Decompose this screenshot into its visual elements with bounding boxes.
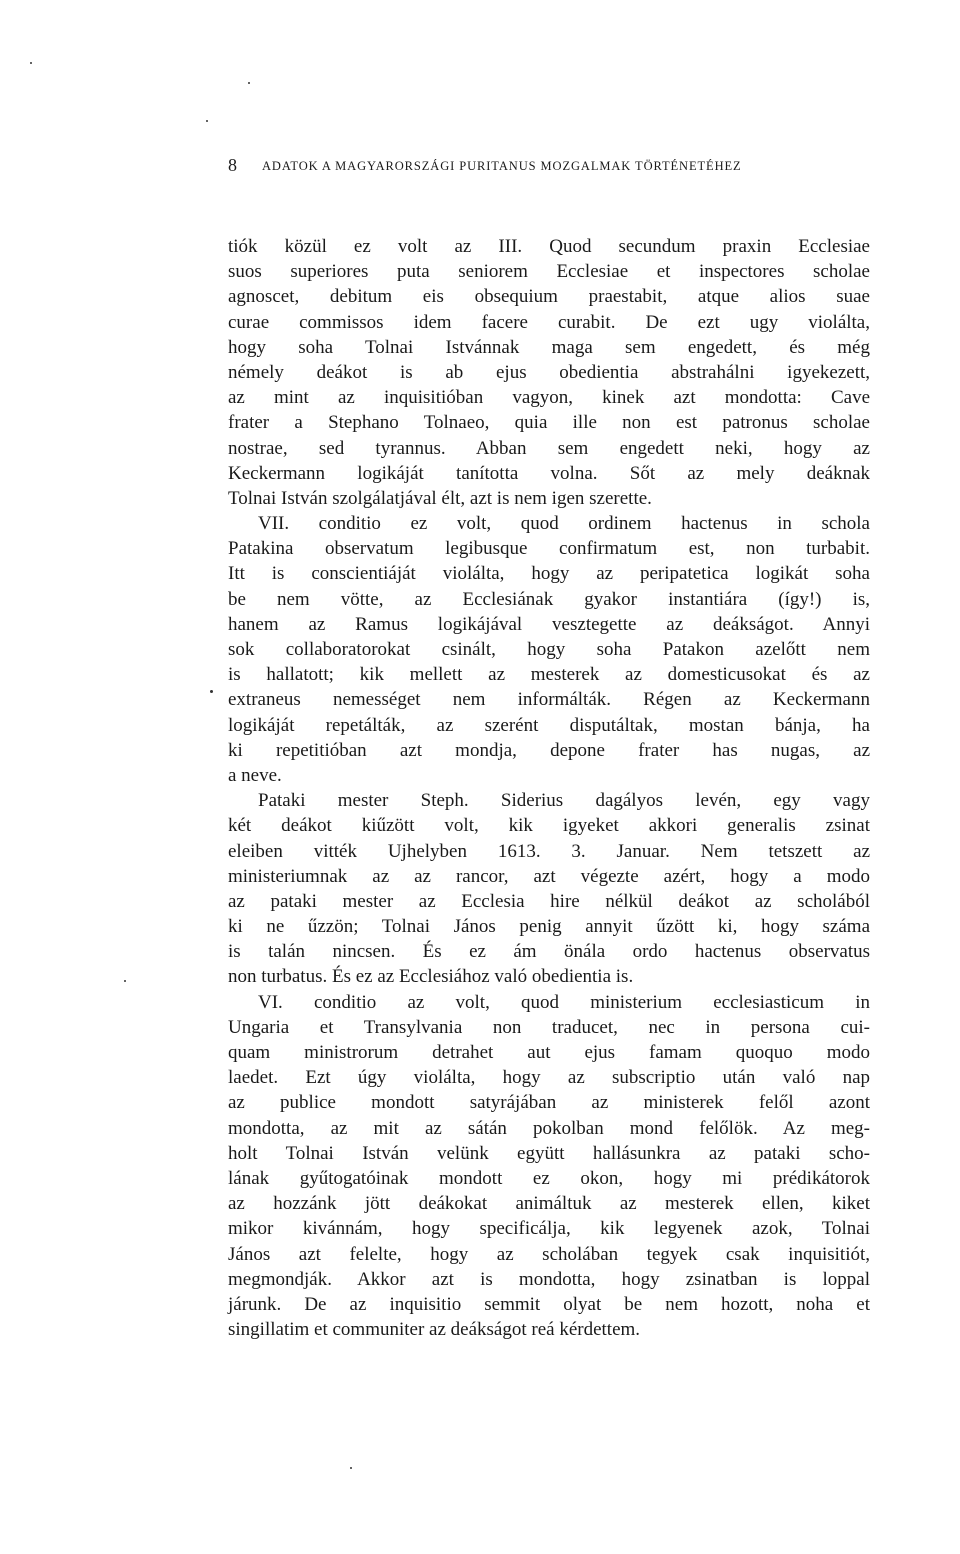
text-line: is talán nincsen. És ez ám önála ordo hactenus observatus [228, 941, 870, 963]
text-line: két deákot kiűzött volt, kik igyeket akkori generalis zsinat [228, 815, 870, 837]
body-text [228, 234, 870, 1342]
text-line: Itt is conscientiáját violálta, hogy az peripatetica logikát soha [228, 563, 870, 585]
text-line: laedet. Ezt úgy violálta, hogy az subscriptio után való nap [228, 1067, 870, 1089]
text-line: is hallatott; kik mellett az mesterek az domesticusokat és az [228, 664, 870, 686]
text-line: némely deákot is ab ejus obedientia abstrahálni igyekezett, [228, 361, 870, 383]
text-line: mikor kivánnám, hogy specificálja, kik legyenek azok, Tolnai [228, 1218, 870, 1240]
text-line: az pataki mester az Ecclesia hire nélkül deákot az scholából [228, 890, 870, 912]
ink-speck [124, 980, 126, 982]
text-line: Keckermann logikáját tanította volna. Sőt az mely deáknak [228, 462, 870, 484]
running-title: ADATOK A MAGYARORSZÁGI PURITANUS MOZGALMAK TÖRTÉNETÉHEZ [262, 159, 742, 173]
text-line: non turbatus. És ez az Ecclesiához való obedientia is. [228, 966, 634, 988]
text-line: az mint az inquisitióban vagyon, kinek azt mondotta: Cave [228, 387, 870, 409]
text-line: lának gyűtogatóinak mondott ez okon, hogy mi prédikátorok [228, 1167, 870, 1189]
text-line: tiók közül ez volt az III. Quod secundum praxin Ecclesiae [228, 236, 870, 257]
text-line: az publice mondott satyrájában az ministerek felől azont [228, 1092, 870, 1114]
text-line: agnoscet, debitum eis obsequium praestabit, atque alios suae [228, 286, 870, 308]
text-line: hogy soha Tolnai Istvánnak maga sem engedett, és még [228, 336, 870, 358]
ink-speck [206, 120, 208, 122]
ink-speck [350, 1467, 352, 1469]
text-line: eleiben vitték Ujhelyben 1613. 3. Januar. Nem tetszett az [228, 840, 870, 862]
text-line: járunk. De az inquisitio semmit olyat be nem hozott, noha et [228, 1293, 870, 1315]
text-line: Patakina observatum legibusque confirmatum est, non turbabit. [228, 538, 870, 560]
page-number: 8 [228, 155, 237, 175]
text-line: extraneus nemességet nem informálták. Régen az Keckermann [228, 689, 870, 711]
ink-speck [30, 62, 32, 64]
text-line: suos superiores puta seniorem Ecclesiae et inspectores scholae [228, 261, 870, 283]
text-line: hanem az Ramus logikájával vesztegette az deákságot. Annyi [228, 613, 870, 635]
text-line: ministeriumnak az az rancor, azt végezte azért, hogy a modo [228, 865, 870, 887]
text-line: megmondják. Akkor azt is mondotta, hogy zsinatban is loppal [228, 1268, 870, 1290]
text-line: Ungaria et Transylvania non traducet, nec in persona cui- [228, 1016, 870, 1038]
text-line: singillatim et communiter az deákságot reá kérdettem. [228, 1319, 641, 1341]
text-line: Pataki mester Steph. Siderius dagályos levén, egy vagy [258, 790, 870, 812]
text-line: ki repetitióban azt mondja, depone frater has nugas, az [228, 739, 870, 761]
text-line: curae commissos idem facere curabit. De ezt ugy violálta, [228, 311, 870, 333]
text-line: frater a Stephano Tolnaeo, quia ille non est patronus scholae [228, 412, 870, 434]
running-header [228, 153, 870, 177]
text-line: János azt felelte, hogy az scholában tegyek csak inquisitiót, [228, 1243, 870, 1265]
text-line: VI. conditio az volt, quod ministerium ecclesiasticum in [258, 991, 870, 1013]
text-line: logikáját repetálták, az szerént disputáltak, mostan bánja, ha [228, 714, 870, 736]
text-line: nostrae, sed tyrannus. Abban sem engedett neki, hogy az [228, 437, 870, 459]
text-line: holt Tolnai István velünk együtt hallásunkra az pataki scho- [228, 1142, 870, 1164]
ink-speck [248, 82, 250, 84]
text-line: VII. conditio ez volt, quod ordinem hactenus in schola [258, 513, 870, 535]
text-line: sok collaboratorokat csinált, hogy soha Patakon azelőtt nem [228, 639, 870, 660]
text-line: mondotta, az mit az sátán pokolban mond felőlök. Az meg- [228, 1117, 870, 1139]
text-line: be nem vötte, az Ecclesiának gyakor instantiára (így!) is, [228, 588, 870, 610]
text-line: Tolnai István szolgálatjával élt, azt is nem igen szerette. [228, 487, 652, 509]
text-line: quam ministrorum detrahet aut ejus famam quoquo modo [228, 1042, 870, 1063]
text-line: az hozzánk jött deákokat animáltuk az mesterek ellen, kiket [228, 1193, 870, 1215]
ink-speck [210, 690, 213, 693]
text-line: ki ne űzzön; Tolnai János penig annyit űzött ki, hogy száma [228, 916, 870, 938]
text-line: a neve. [228, 764, 282, 786]
